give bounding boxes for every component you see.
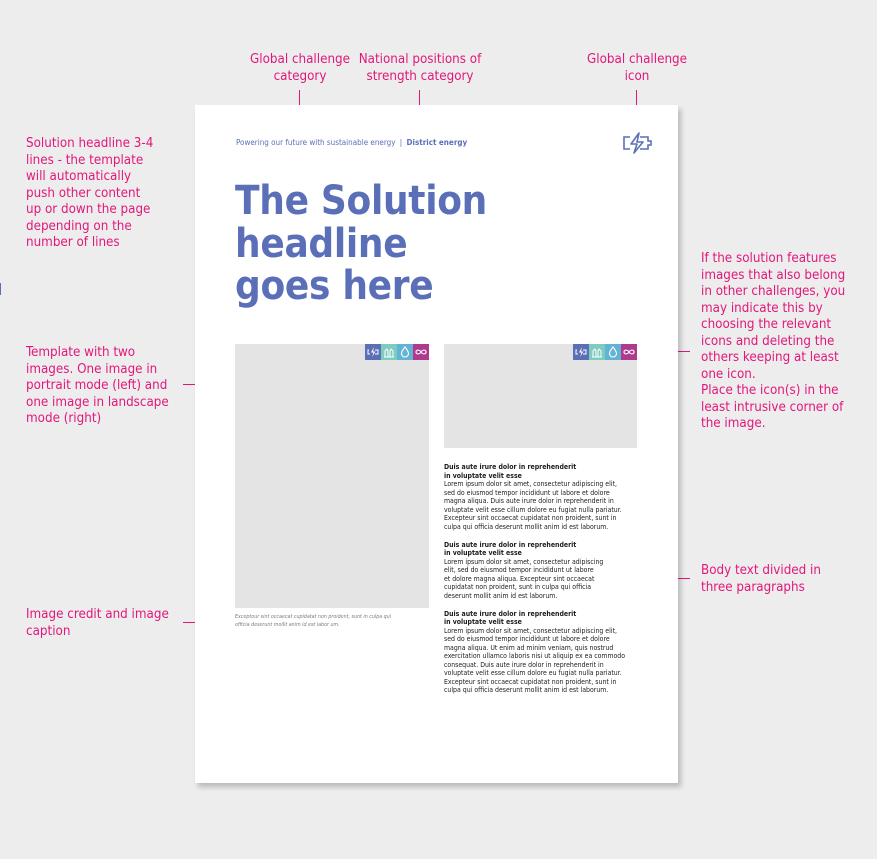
annotation-two-images: Template with two images. One image in portrait mode (left) and one image in landscape mode (right): [26, 345, 169, 426]
hands-icon: [589, 344, 605, 360]
hands-icon: [381, 344, 397, 360]
paragraph-text: Lorem ipsum dolor sit amet, consectetur adipiscing elit, sed do eiusmod tempor incididunt ut labore et dolore magna aliqua. Excepteur sint occaecat cupidatat non proident, sunt in culpa qui officia deserunt mollit anim id est laborum.: [444, 557, 604, 600]
body-text-column: [444, 463, 644, 704]
infinity-icon: [621, 344, 637, 360]
annotation-image-credit: Image credit and image caption: [26, 607, 169, 639]
national-strength-category: District energy: [406, 138, 468, 147]
energy-icon: [365, 344, 381, 360]
portrait-image-placeholder: [235, 344, 429, 608]
global-challenge-category: Powering our future with sustainable energy: [236, 138, 396, 147]
body-paragraph: [444, 610, 644, 695]
challenge-icon-strip: [573, 344, 637, 360]
header-separator: |: [399, 138, 403, 147]
annotation-solution-headline: Solution headline 3-4 lines - the template will automatically push other content up or down the page depending on the number of lines: [26, 136, 154, 250]
water-drop-icon: [605, 344, 621, 360]
landscape-image-placeholder: [444, 344, 637, 448]
edge-marker: [0, 283, 1, 295]
paragraph-heading: Duis aute irure dolor in reprehenderit in voluptate velit esse: [444, 463, 577, 480]
infinity-icon: [413, 344, 429, 360]
image-caption: Exceptour sint occaecat cupidatat non proident, sunt in culpa qui officia deserunt mollit anim id est labor um.: [235, 614, 392, 628]
energy-icon: [573, 344, 589, 360]
solution-headline: The Solution headline goes here: [235, 178, 487, 309]
body-paragraph: [444, 541, 644, 601]
annotation-global-challenge-category: Global challenge category: [249, 52, 350, 84]
template-page: [195, 105, 678, 783]
body-paragraph: [444, 463, 644, 531]
challenge-icon-strip: [365, 344, 429, 360]
annotation-global-challenge-icon: Global challenge icon: [586, 52, 687, 84]
paragraph-text: Lorem ipsum dolor sit amet, consectetur adipiscing elit, sed do eiusmod tempor incididunt ut labore et dolore magna aliqua. Duis aute irure dolor in reprehenderit in voluptate velit esse cillum dolore eu fugiat nulla pariatur. Excepteur sint occaecat cupidatat non proident, sunt in culpa qui officia deserunt mollit anim id est laborum.: [444, 480, 622, 531]
water-drop-icon: [397, 344, 413, 360]
energy-battery-icon: [621, 132, 653, 154]
paragraph-text: Lorem ipsum dolor sit amet, consectetur adipiscing elit, sed do eiusmod tempor incididunt ut labore et dolore magna aliqua. Ut enim ad minim veniam, quis nostrud exercitation ullamco laboris nisi ut aliquip ex ea commodo consequat. Duis aute irure dolor in reprehenderit in voluptate velit esse cillum dolore eu fugiat nulla pariatur. Excepteur sint occaecat cupidatat non proident, sunt in culpa qui officia deserunt mollit anim id est laborum.: [444, 626, 626, 694]
annotation-multi-challenge-icons: If the solution features images that also belong in other challenges, you may indicate this by choosing the relevant icons and deleting the others keeping at least one icon. Place the icon(s) in the least intrusive corner of the image.: [701, 251, 846, 431]
paragraph-heading: Duis aute irure dolor in reprehenderit in voluptate velit esse: [444, 609, 577, 626]
page-header: [236, 138, 467, 147]
annotation-national-positions-category: National positions of strength category: [358, 52, 482, 84]
annotation-body-text: Body text divided in three paragraphs: [701, 563, 821, 595]
paragraph-heading: Duis aute irure dolor in reprehenderit in voluptate velit esse: [444, 540, 577, 557]
